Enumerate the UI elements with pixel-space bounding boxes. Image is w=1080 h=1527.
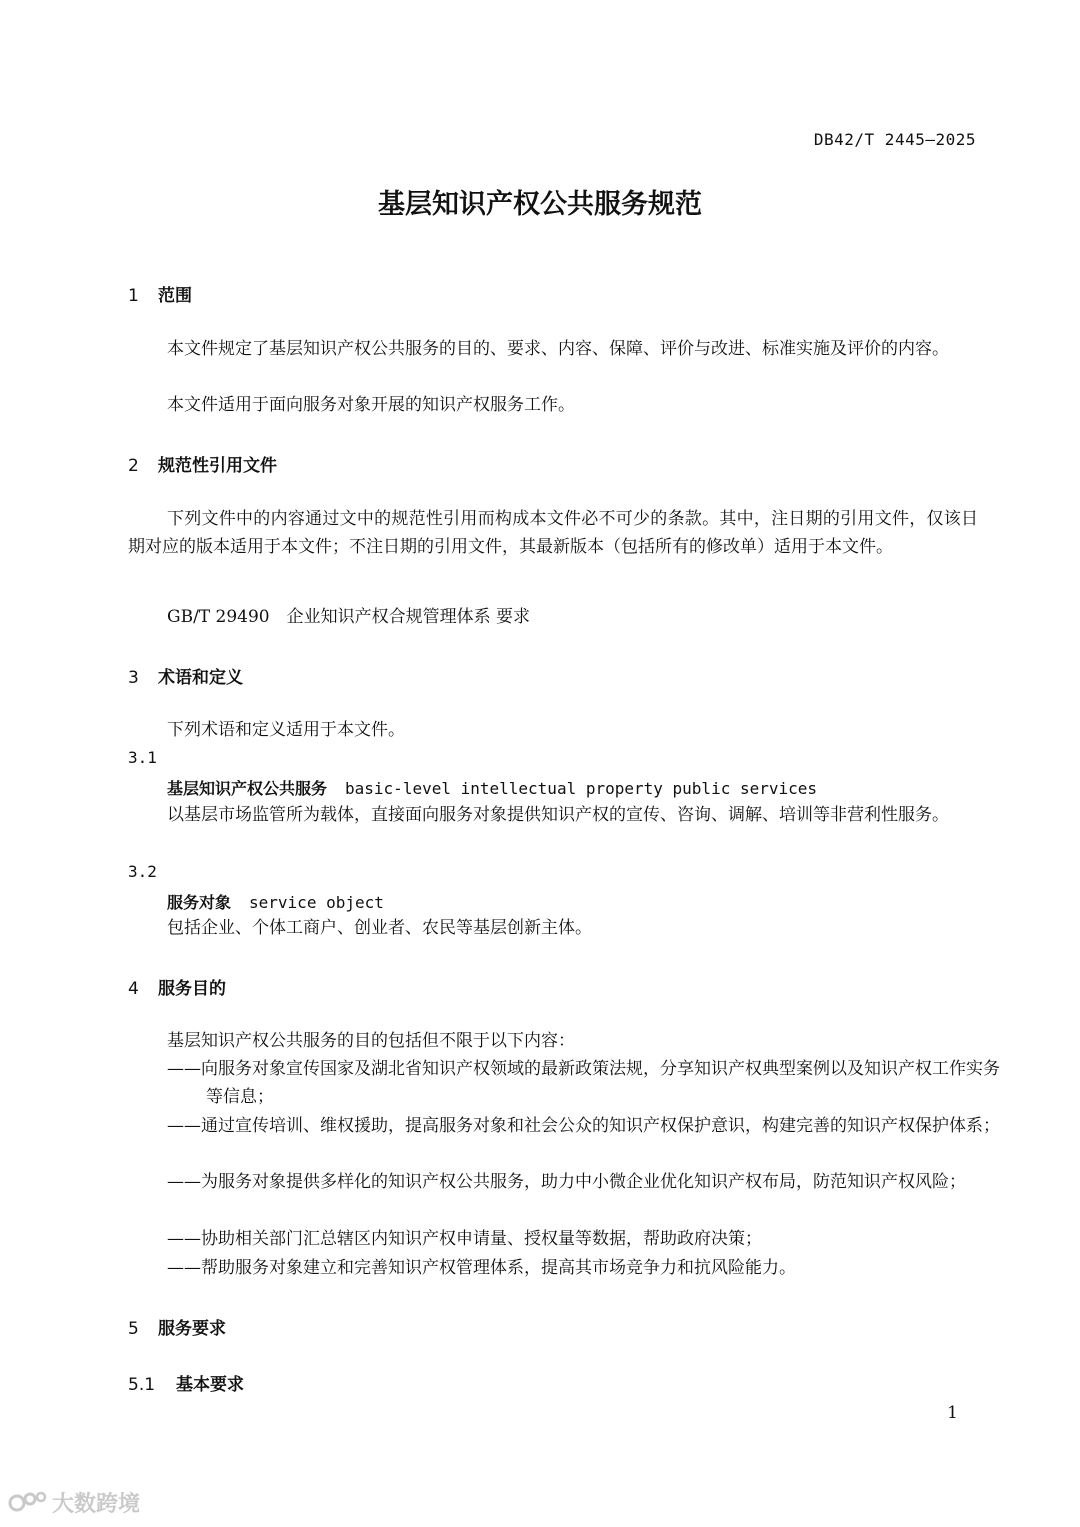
- list-item: ——向服务对象宣传国家及湖北省知识产权领域的最新政策法规，分享知识产权典型案例以及知识产权工作实务等信息；: [167, 1059, 1000, 1107]
- document-number: DB42/T 2445—2025: [813, 130, 976, 149]
- list-item: ——通过宣传培训、维权援助，提高服务对象和社会公众的知识产权保护意识，构建完善的知识产权保护体系；: [167, 1116, 1000, 1136]
- section-title: 规范性引用文件: [158, 456, 277, 476]
- section-5-heading: [128, 1314, 226, 1339]
- paragraph: 本文件规定了基层知识产权公共服务的目的、要求、内容、保障、评价与改进、标准实施及评价的内容。: [167, 339, 949, 359]
- section-3-heading: [128, 663, 243, 688]
- section-4-heading: [128, 974, 226, 999]
- watermark: [8, 1487, 140, 1518]
- section-number: 5: [128, 1319, 139, 1339]
- section-number: 2: [128, 456, 139, 476]
- paragraph: 下列术语和定义适用于本文件。: [167, 720, 405, 740]
- subsection-5-1-heading: [128, 1370, 244, 1395]
- watermark-text: 大数跨境: [52, 1492, 141, 1517]
- section-2-heading: [128, 451, 277, 476]
- page-title: 基层知识产权公共服务规范: [378, 189, 702, 220]
- term-chinese: 服务对象: [167, 893, 232, 912]
- term-entry: [167, 890, 384, 913]
- section-title: 服务要求: [158, 1319, 226, 1339]
- paragraph: 本文件适用于面向服务对象开展的知识产权服务工作。: [167, 395, 575, 415]
- term-definition: 包括企业、个体工商户、创业者、农民等基层创新主体。: [167, 918, 592, 938]
- subsection-title: 基本要求: [176, 1375, 244, 1395]
- section-title: 范围: [158, 286, 192, 306]
- term-english: service object: [249, 893, 384, 912]
- section-title: 术语和定义: [158, 668, 243, 688]
- paragraph: 下列文件中的内容通过文中的规范性引用而构成本文件必不可少的条款。其中，注日期的引用文件，仅该日期对应的版本适用于本文件；不注日期的引用文件，其最新版本（包括所有的修改单）适用于本文件。: [128, 509, 978, 557]
- page-number: 1: [947, 1403, 958, 1423]
- term-english: basic-level intellectual property public services: [345, 779, 818, 798]
- term-definition: 以基层市场监管所为载体，直接面向服务对象提供知识产权的宣传、咨询、调解、培训等非营利性服务。: [167, 805, 949, 825]
- normative-reference: GB/T 29490 企业知识产权合规管理体系 要求: [167, 607, 531, 627]
- term-number: 3.1: [128, 748, 157, 767]
- list-item: ——帮助服务对象建立和完善知识产权管理体系，提高其市场竞争力和抗风险能力。: [167, 1258, 796, 1278]
- section-1-heading: [128, 281, 192, 306]
- term-entry: [167, 776, 817, 799]
- list-item: ——为服务对象提供多样化的知识产权公共服务，助力中小微企业优化知识产权布局，防范知识产权风险；: [167, 1172, 966, 1192]
- term-chinese: 基层知识产权公共服务: [167, 779, 328, 798]
- term-number: 3.2: [128, 862, 157, 881]
- section-number: 4: [128, 979, 139, 999]
- list-item: ——协助相关部门汇总辖区内知识产权申请量、授权量等数据，帮助政府决策；: [167, 1229, 762, 1249]
- section-number: 1: [128, 286, 139, 306]
- paragraph: 基层知识产权公共服务的目的包括但不限于以下内容：: [167, 1031, 575, 1051]
- subsection-number: 5.1: [128, 1375, 156, 1395]
- section-title: 服务目的: [158, 979, 226, 999]
- section-number: 3: [128, 668, 139, 688]
- brand-logo-icon: [8, 1489, 48, 1517]
